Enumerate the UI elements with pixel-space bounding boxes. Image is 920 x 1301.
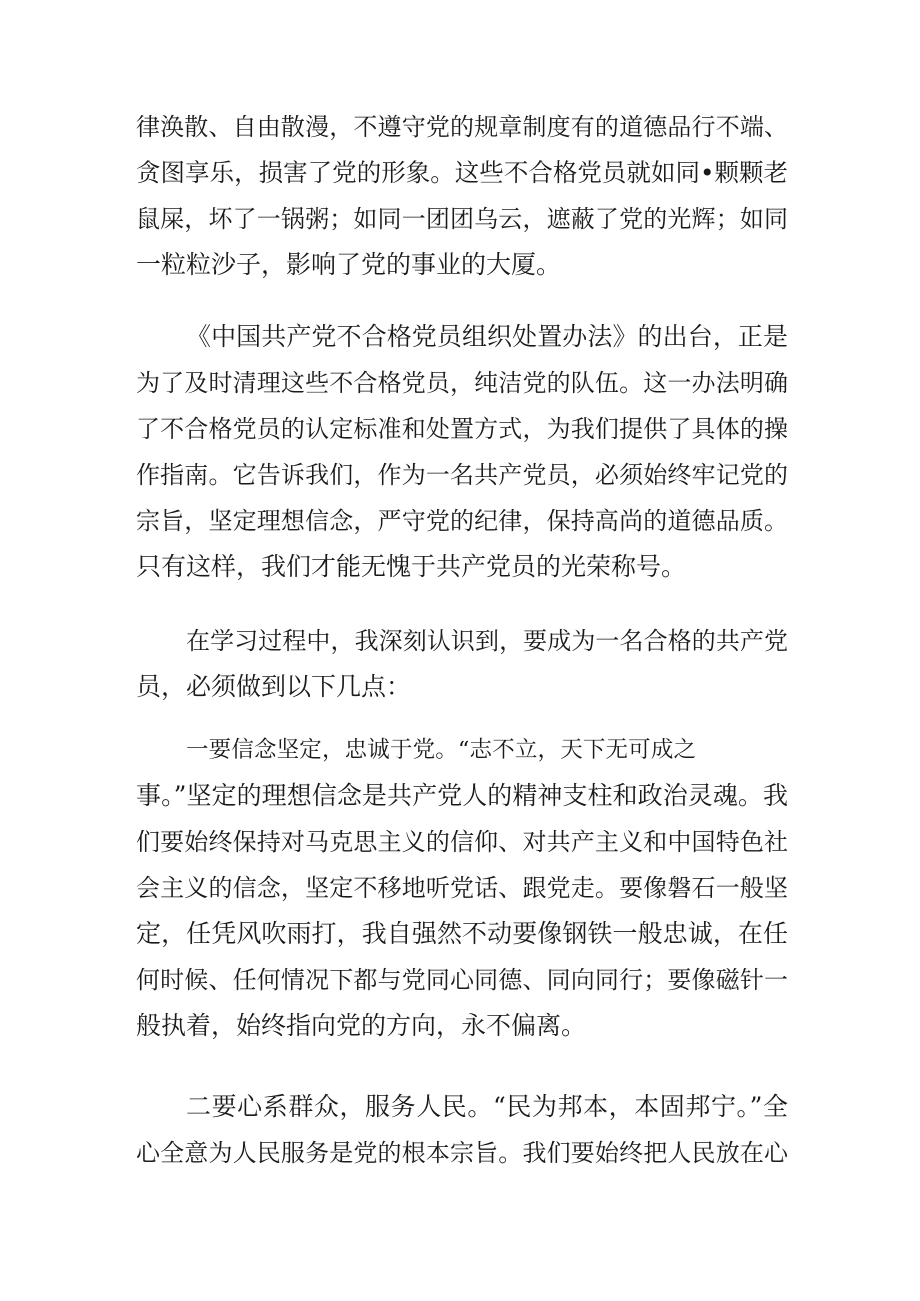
text-line: 贪图享乐，损害了党的形象。这些不合格党员就如同•颗颗老 <box>136 158 788 187</box>
text-line: 在学习过程中，我深刻认识到，要成为一名合格的共产党 <box>186 627 788 655</box>
text-line: 们要始终保持对马克思主义的信仰、对共产主义和中国特色社 <box>136 828 788 856</box>
text-line: 二要心系群众，服务人民。“民为邦本，本固邦宁。”全 <box>186 1092 788 1121</box>
text-line: 一粒粒沙子，影响了党的事业的大厦。 <box>136 250 562 279</box>
text-line: 心全意为人民服务是党的根本宗旨。我们要始终把人民放在心 <box>136 1139 788 1167</box>
text-line: 会主义的信念，坚定不移地听党话、跟党走。要像磐石一般坚 <box>136 874 788 902</box>
paragraph-4 <box>136 727 788 1049</box>
paragraph-3 <box>136 618 788 710</box>
paragraph-5 <box>136 1084 788 1176</box>
text-line: 律涣散、自由散漫，不遵守党的规章制度有的道德品行不端、 <box>136 113 788 141</box>
text-line: 定，任凭风吹雨打，我自强然不动要像钢铁一般忠诚，在任 <box>136 919 788 948</box>
text-line: 鼠屎，坏了一锅粥；如同一团团乌云，遮蔽了党的光辉；如同 <box>136 205 788 233</box>
text-line: 员，必须做到以下几点： <box>136 672 412 701</box>
text-line: 《中国共产党不合格党员组织处置办法》的出台，正是 <box>186 322 788 351</box>
paragraph-2 <box>136 314 788 590</box>
text-line: 一要信念坚定，忠诚于党。“志不立，天下无可成之 <box>186 737 696 763</box>
text-line: 为了及时清理这些不合格党员，纯洁党的队伍。这一办法明确 <box>136 369 788 397</box>
text-line: 宗旨，坚定理想信念，严守党的纪律，保持高尚的道德品质。 <box>136 507 788 535</box>
text-line: 只有这样，我们才能无愧于共产党员的光荣称号。 <box>136 552 687 581</box>
text-line: 何时候、任何情况下都与党同心同德、同向同行；要像磁针一 <box>136 966 788 994</box>
text-line: 了不合格党员的认定标准和处置方式，为我们提供了具体的操 <box>136 415 788 443</box>
paragraph-1 <box>136 104 788 288</box>
text-line: 作指南。它告诉我们，作为一名共产党员，必须始终牢记党的 <box>136 461 788 489</box>
text-line: 事。”坚定的理想信念是共产党人的精神支柱和政治灵魂。我 <box>136 781 788 810</box>
text-line: 般执着，始终指向党的方向，永不偏离。 <box>136 1011 587 1040</box>
